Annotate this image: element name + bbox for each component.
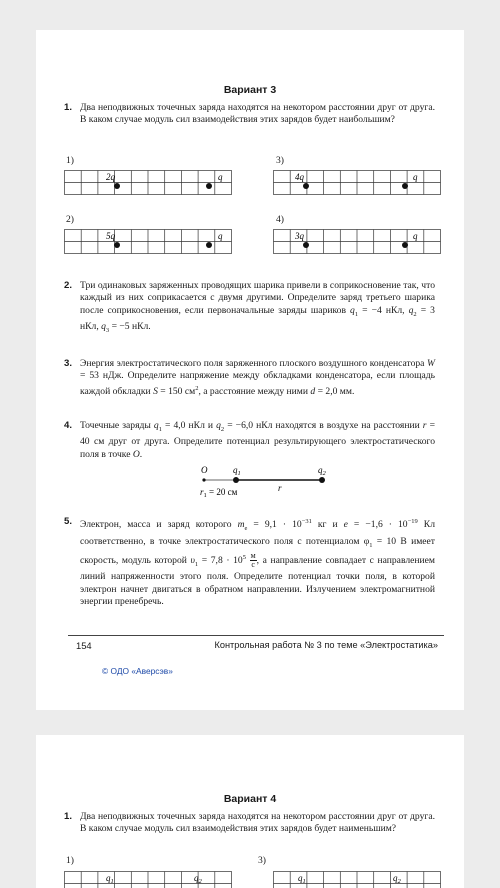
symbol-q1: q (153, 420, 159, 431)
page-variant-4 (36, 735, 464, 888)
problem-text: Точечные заряды (80, 420, 154, 431)
charge-right-dot (206, 242, 212, 248)
problem-1 (64, 102, 435, 127)
charge-right-label: q (218, 172, 223, 182)
running-footer: Контрольная работа № 3 по теме «Электростатика» (214, 640, 438, 650)
problem-number: 5. (64, 516, 73, 527)
problem-text: = 10 В имеет скорость, модуль которой (80, 535, 435, 566)
problem-text: = 4,0 нКл и (161, 420, 217, 431)
charge-left-label: 2q (106, 172, 115, 182)
problem-text: Два неподвижных точечных заряда находятся на некотором расстоянии друг от друга. В каком случае модуль сил взаимодействия этих зарядов будет наибольшим? (80, 102, 435, 126)
value-q3: = −5 нКл. (109, 321, 151, 333)
symbol-d: d (310, 386, 316, 397)
charge-left-label: 4q (295, 172, 304, 182)
problem-number: 1. (64, 102, 73, 113)
option-3-grid (273, 170, 441, 195)
symbol-w: W (427, 358, 435, 369)
option-label: 2) (66, 214, 74, 225)
q1-dot (233, 477, 239, 483)
superscript: 5 (242, 553, 246, 561)
problem-text: = −6,0 нКл находятся в воздухе на расстоянии (224, 420, 423, 431)
symbol-e: e (343, 519, 348, 531)
point-o-dot (202, 478, 205, 481)
charge-left-dot (303, 183, 309, 189)
option-label: 3) (276, 155, 284, 166)
fraction-top: м (250, 551, 256, 561)
q2-label: $q_2$ (318, 465, 326, 477)
charge-right-dot (206, 183, 212, 189)
charge-right-label: q (218, 231, 223, 241)
subscript: 1 (354, 310, 359, 318)
problem-number: 4. (64, 420, 73, 431)
option-3-grid (273, 871, 441, 888)
option-label: 1) (66, 155, 74, 166)
problem-text: = 2,0 мм. (315, 386, 355, 397)
option-2-grid (64, 229, 232, 254)
subscript: 3 (105, 327, 110, 335)
r1-label: $r_1 = 20$ см (200, 487, 238, 499)
option-label: 1) (66, 855, 74, 866)
charge-right-label: q (413, 231, 418, 241)
symbol-r: r (422, 420, 427, 431)
value-q2: = 3 нКл, (80, 304, 435, 333)
q2-dot (319, 477, 325, 483)
symbol-q2: q (216, 420, 221, 431)
charge-right-label: $q_2$ (194, 873, 202, 885)
problem-text: = 9,1 · 10 (247, 519, 302, 531)
problem-text: Два неподвижных точечных заряда находятся на некотором расстоянии друг от друга. В каком случае модуль сил взаимодействия этих зарядов будет наименьшим? (80, 811, 435, 835)
problem-4-figure (196, 462, 346, 502)
problem-text: кг и (311, 519, 344, 531)
problem-number: 1. (64, 811, 73, 822)
problem-text: Энергия электростатического поля заряженного плоского воздушного конденсатора (80, 358, 427, 369)
option-label: 4) (276, 214, 284, 225)
option-1-grid (64, 871, 232, 888)
problem-4 (64, 420, 436, 461)
problem-text: = −1,6 · 10 (347, 519, 408, 531)
problem-text: = 7,8 · 10 (198, 555, 243, 566)
page-variant-3 (36, 30, 464, 710)
subscript: 2 (220, 425, 225, 433)
option-4-grid (273, 229, 441, 254)
option-label: 3) (258, 855, 266, 866)
subscript: 1 (194, 560, 199, 568)
symbol-v: υ (190, 555, 195, 566)
charge-right-label: q (413, 172, 418, 182)
charge-left-dot (114, 242, 120, 248)
problem-1 (64, 811, 435, 836)
symbol-q2: q (408, 304, 414, 316)
variant-title: Вариант 3 (223, 84, 277, 96)
symbol-o: O (132, 448, 140, 460)
problem-text: = 40 см друг от друга. Определите потенциал результирующего электростатического поля в точке (80, 420, 436, 460)
q1-label: $q_1$ (233, 465, 241, 477)
superscript: −19 (407, 518, 418, 525)
problem-text: = 150 см (157, 386, 196, 397)
copyright: © ОДО «Аверсэв» (102, 666, 173, 676)
variant-title: Вариант 4 (223, 793, 277, 805)
problem-number: 3. (64, 358, 73, 369)
option-1-grid (64, 170, 232, 195)
symbol-q1: q (350, 304, 355, 316)
unit-fraction (250, 552, 257, 569)
problem-text: , а направление совпадает с направлением линий напряженности этого поля. Определите потенциал точки поля, в которой электрон начнет двигаться в обратном направлении. Излучением электромагнитной энергии пренебречь. (80, 555, 435, 608)
fraction-bottom: с (251, 560, 255, 570)
charge-left-dot (114, 183, 120, 189)
value-q1: = −4 нКл, (358, 304, 405, 316)
subscript: 1 (158, 425, 162, 433)
problem-number: 2. (64, 280, 73, 291)
charge-left-label: $q_1$ (298, 873, 306, 885)
charge-right-label: $q_2$ (393, 873, 401, 885)
problem-text: Кл соответственно, в точке электростатического поля с потенциалом φ (80, 519, 435, 547)
charge-left-label: 5q (106, 231, 115, 241)
problem-2 (64, 280, 435, 337)
charge-right-dot (402, 183, 408, 189)
superscript: 2 (195, 384, 199, 392)
problem-text: Электрон, масса и заряд которого (80, 519, 238, 531)
subscript: e (244, 525, 248, 533)
problem-text: Три одинаковых заряженных проводящих шарика привели в соприкосновение так, что каждый из них соприкасается с двумя другими. Определите заряд третьего шарика после соприкосновения, если первоначальные заряды шариков (80, 280, 435, 316)
problem-5 (64, 516, 435, 609)
charge-left-label: 3q (295, 231, 304, 241)
symbol-s: S (153, 386, 158, 397)
page-number: 154 (76, 640, 92, 651)
problem-3 (64, 358, 435, 398)
point-o-label: O (201, 465, 208, 475)
subscript: 1 (369, 541, 373, 549)
problem-text: = 53 нДж. Определите напряжение между обкладками конденсатора, если площадь каждой обкладки (80, 370, 435, 397)
subscript: 2 (413, 310, 417, 318)
problem-text: . (139, 448, 143, 460)
footer-divider (68, 635, 444, 636)
charge-right-dot (402, 242, 408, 248)
r-label: r (278, 483, 282, 493)
charge-left-label: $q_1$ (106, 873, 114, 885)
superscript: −31 (301, 518, 312, 525)
symbol-q3: q (101, 321, 106, 333)
symbol-m: m (237, 519, 245, 531)
charge-left-dot (303, 242, 309, 248)
problem-text: , а расстояние между ними (198, 386, 311, 397)
